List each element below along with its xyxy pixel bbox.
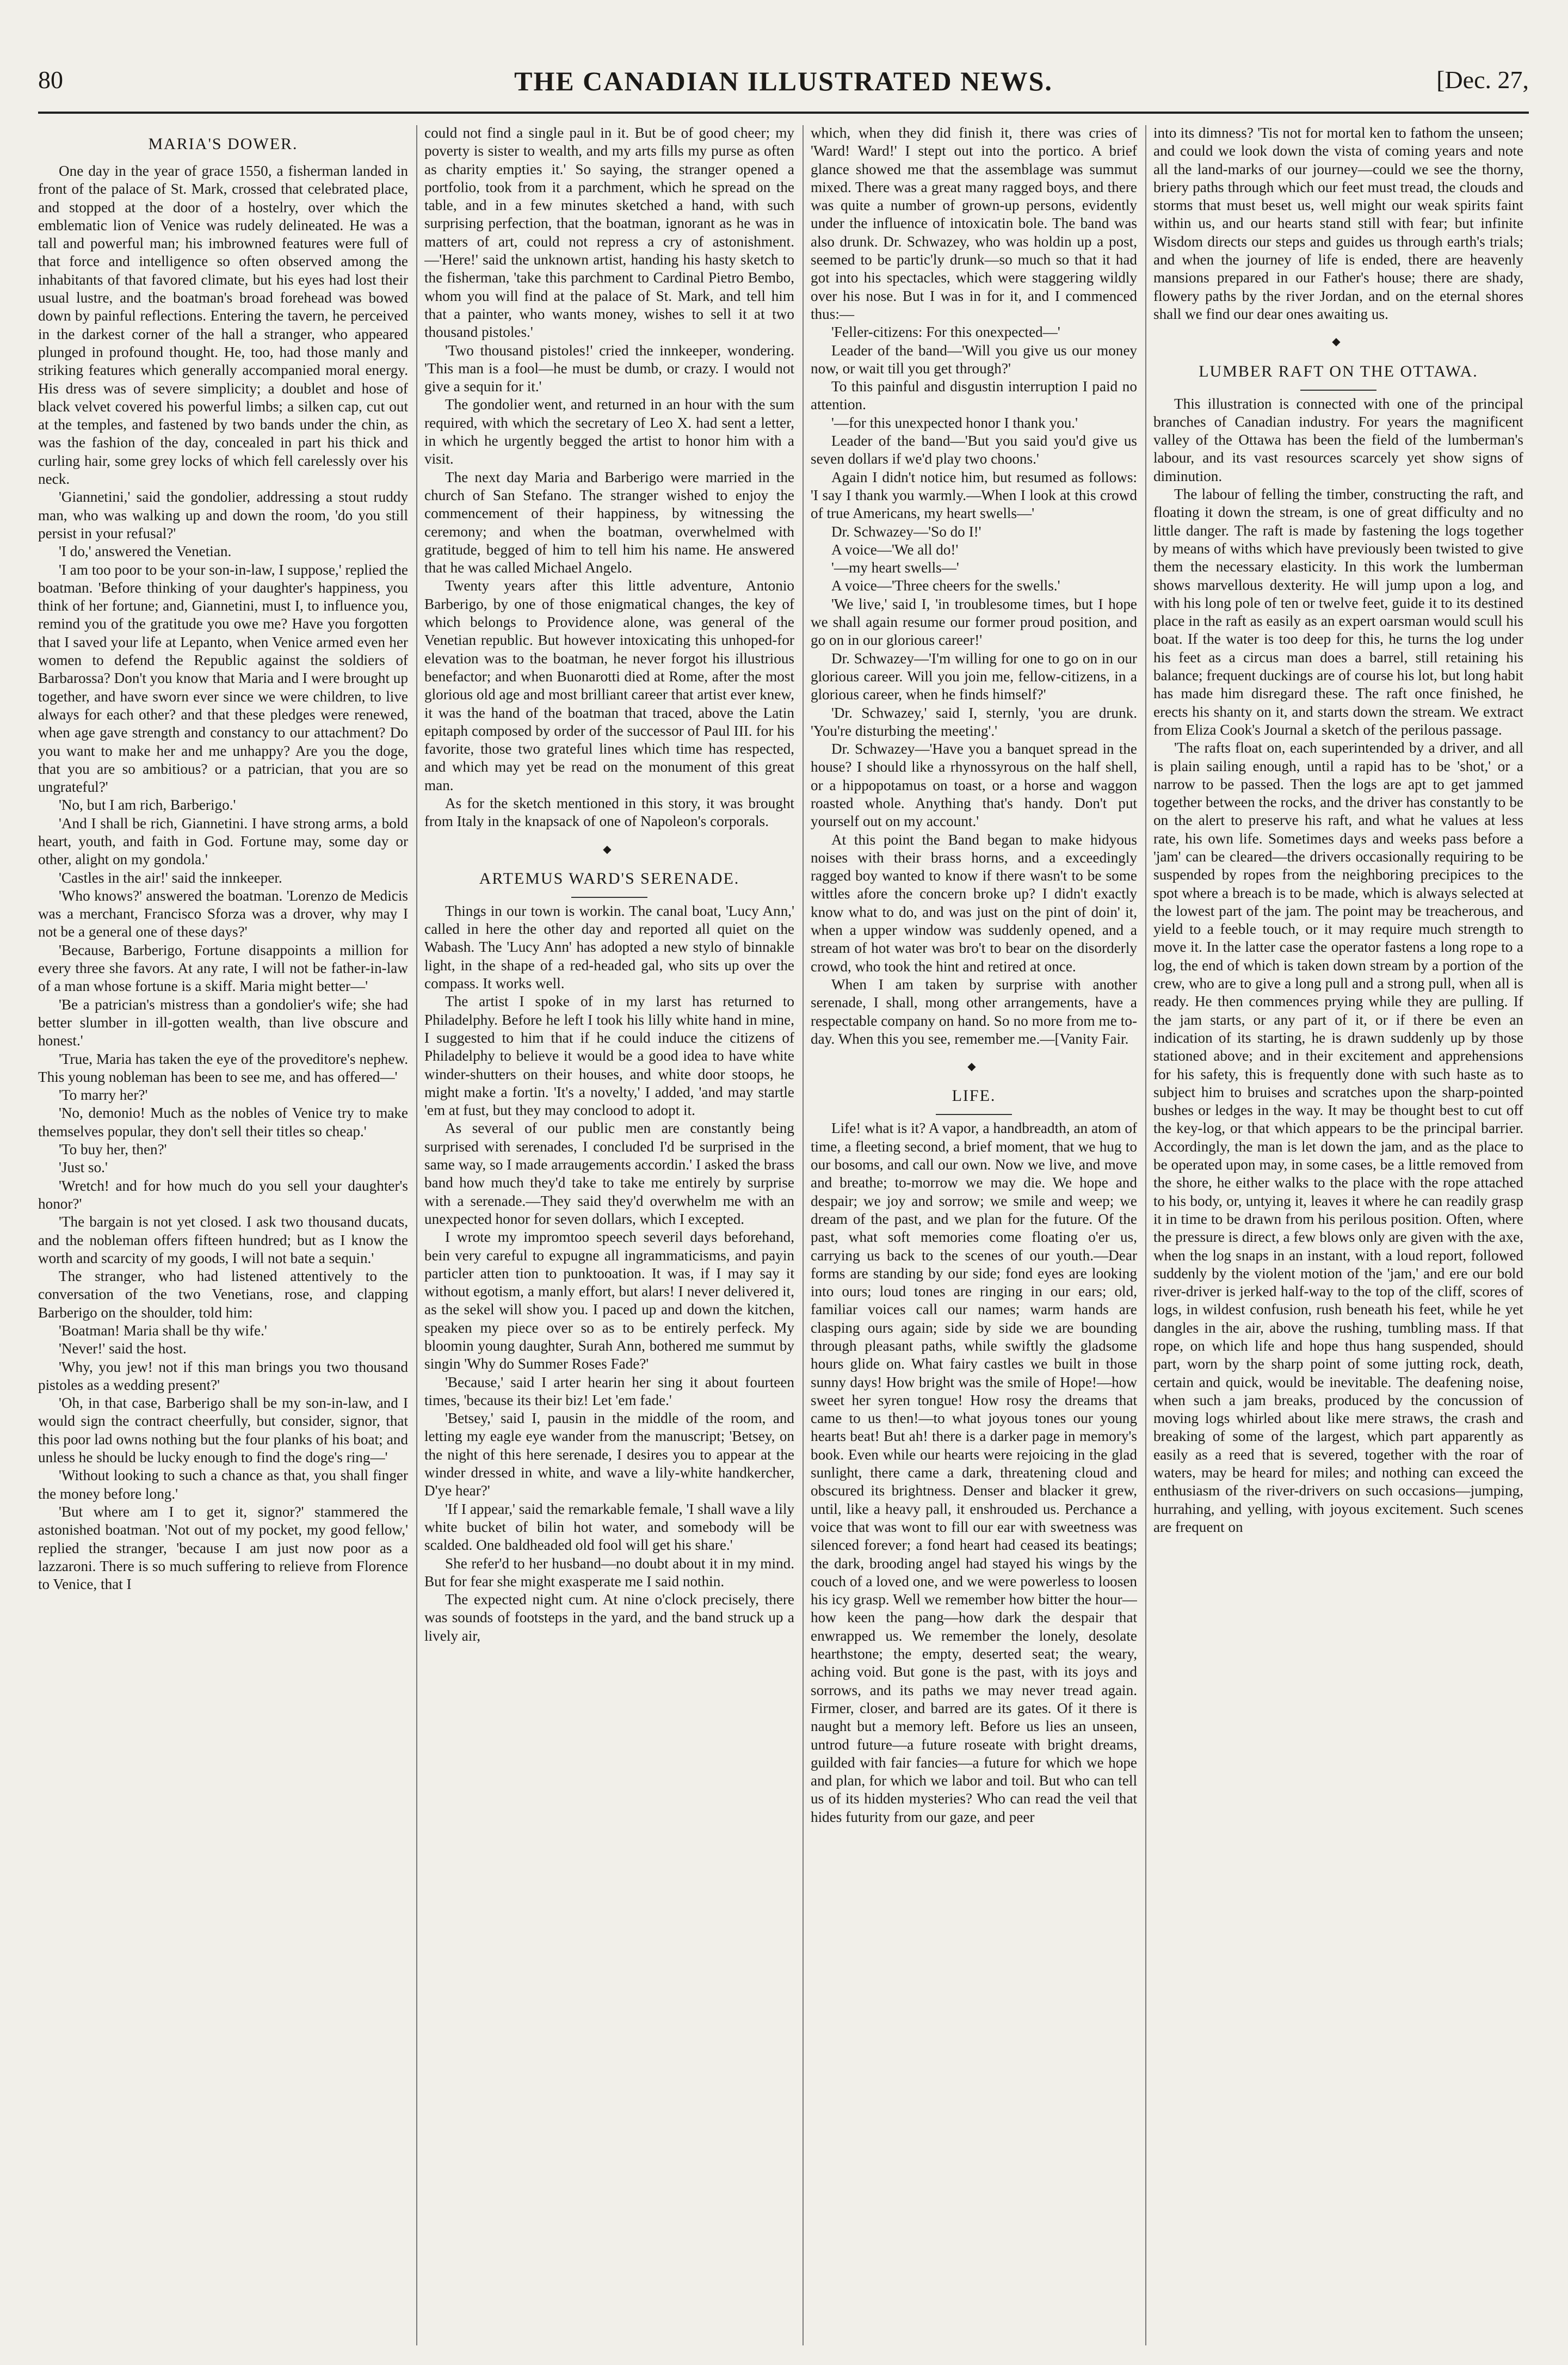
paragraph: Again I didn't notice him, but resumed as follows: 'I say I thank you warmly.—When I look at this crowd of true Americans, my heart swells—' bbox=[811, 469, 1137, 522]
page-number: 80 bbox=[38, 66, 63, 94]
paragraph: 'Just so.' bbox=[59, 1159, 108, 1176]
article-title-artemus-ward: ARTEMUS WARD'S SERENADE. bbox=[479, 869, 740, 888]
column-2 bbox=[424, 124, 794, 2344]
masthead: THE CANADIAN ILLUSTRATED NEWS. bbox=[514, 66, 1053, 96]
paragraph: 'Feller-citizens: For this onexpected—' bbox=[831, 324, 1060, 341]
paragraph: 'But where am I to get it, signor?' stammered the astonished boatman. 'Not out of my pocket, my good fellow,' replied the stranger, 'because I am just now poor as a lazzaroni. There is so much suffering to relieve from Florence to Venice, that I bbox=[38, 1503, 408, 1593]
paragraph: Dr. Schwazey—'So do I!' bbox=[831, 523, 981, 540]
paragraph: 'Two thousand pistoles!' cried the innkeeper, wondering. 'This man is a fool—he must be dumb, or crazy. I would not give a sequin for it.' bbox=[424, 342, 794, 395]
paragraph: 'I do,' answered the Venetian. bbox=[59, 543, 232, 560]
paragraph: The labour of felling the timber, constructing the raft, and floating it down the stream, is one of great difficulty and no little danger. The raft is made by fastening the logs together by means of withs which have previously been twisted to give them the necessary elasticity. In this work the lumberman shows marvellous dexterity. He will jump upon a log, and with his long pole of ten or twelve feet, guide it to its destined place in the raft as easily as an expert oarsman would scull his boat. If the water is too deep for this, he turns the log under his feet as a circus man does a barrel, still retaining his balance; frequent duckings are of course his lot, but long habit has made him disregard these. The raft once finished, he erects his shanty on it, and starts down the stream. We extract from Eliza Cook's Journal a sketch of the perilous passage. bbox=[1153, 486, 1523, 738]
paragraph: Twenty years after this little adventure, Antonio Barberigo, by one of those enigmatical changes, the key of which belongs to Providence alone, was general of the Venetian republic. But however intoxicating this unhoped-for elevation was to the boatman, he never forgot his illustrious benefactor; and when Buonarotti died at Rome, after the most glorious old age and most brilliant career that artist ever knew, it was the hand of the boatman that traced, above the Latin epitaph composed by order of the successor of Paul III. for his favorite, those two grateful lines which time has respected, and which may yet be read on the monument of this great man. bbox=[424, 577, 794, 793]
paragraph: 'The rafts float on, each superintended by a driver, and all is plain sailing enough, until a rapid has to be 'shot,' or a narrow to be passed. Then the logs are apt to get jammed together between the rocks, and the driver has constantly to be on the alert to preserve his raft, and what he values at less rate, his own life. Sometimes days and weeks pass before a 'jam' can be cleared—the drivers occasionally requiring to be suspended by ropes from the neighboring precipices to the spot where a breach is to be made, which is always selected at the lowest part of the jam. The point may be treacherous, and yield to a feeble touch, or it may require much strength to move it. In the latter case the operator fastens a long rope to a log, the end of which is taken down stream by a portion of the crew, who are to give a long pull and a strong pull, when all is ready. He then commences prying while they are pulling. If the jam starts, or any part of it, or if there be even an indication of its starting, he is drawn suddenly up by those stationed above; and in their excitement and apprehensions for his safety, this is frequently done with such haste as to subject him to bruises and scratches upon the sharp-pointed bushes or ledges in the way. It may be thought best to cut off the key-log, or that which appears to be the principal barrier. Accordingly, the man is let down the jam, and as the place to be operated upon may, in some cases, be a little removed from the shore, he either walks to the place with the rope attached to his body, or, untying it, leaves it where he can readily grasp it in time to be drawn from his perilous position. Often, where the pressure is direct, a few blows only are given with the axe, when the log snaps in an instant, with a loud report, followed suddenly by the violent motion of the 'jam,' and ere our bold river-driver is jerked half-way to the top of the cliff, scores of logs, in wildest confusion, rush beneath his feet, while he yet dangles in the air, above the rushing, tumbling mass. If that rope, on which life and hope thus hang suspended, should part, worn by the sharp point of some jutting rock, death, certain and quick, would be inevitable. The deafening noise, when such a jam breaks, produced by the concussion of moving logs whirled about like mere straws, the crash and breaking of some of the largest, which part apparently as easily as a reed that is severed, together with the roar of waters, may be heard for miles; and nothing can exceed the enthusiasm of the river-drivers on such occasions—jumping, hurrahing, and yelling, with joyous excitement. Such scenes are frequent on bbox=[1153, 740, 1523, 1535]
page-header bbox=[38, 65, 1529, 109]
paragraph: The next day Maria and Barberigo were married in the church of San Stefano. The stranger wished to enjoy the commencement of their happiness, by witnessing the ceremony; and when the boatman, overwhelmed with gratitude, begged of him to tell him his name. He answered that he was called Michael Angelo. bbox=[424, 469, 794, 576]
paragraph: Dr. Schwazey—'I'm willing for one to go on in our glorious career. Will you join me, fellow-citizens, in a glorious career, when he finds himself?' bbox=[811, 650, 1137, 703]
paragraph: One day in the year of grace 1550, a fisherman landed in front of the palace of St. Mark, crossed that celebrated place, and stopped at the door of a hostelry, over which the emblematic lion of Venice was rudely delineated. He was a tall and powerful man; his imbrowned features were full of that force and intelligence so often observed among the inhabitants of that favored climate, but his eyes had lost their usual lustre, and the boatman's broad forehead was bowed down by painful reflections. Entering the tavern, he perceived in the darkest corner of the hall a stranger, who appeared plunged in profound thought. He, too, had those manly and striking features which generally accompanied moral energy. His dress was of severe simplicity; a doublet and hose of black velvet covered his powerful limbs; a silken cap, cut out at the temples, and fastened by two bands under the chin, as was the fashion of the day, concealed in part his thick and curling hair, some grey locks of which fell carelessly over his neck. bbox=[38, 163, 408, 488]
paragraph: Leader of the band—'But you said you'd give us seven dollars if we'd play two choons.' bbox=[811, 433, 1137, 467]
paragraph: 'We live,' said I, 'in troublesome times, but I hope we shall again resume our former proud position, and go on in our glorious career!' bbox=[811, 595, 1137, 649]
marias-dower-body-part1 bbox=[38, 162, 408, 1593]
paragraph: As for the sketch mentioned in this story, it was brought from Italy in the knapsack of one of Napoleon's corporals. bbox=[424, 795, 794, 830]
column-4 bbox=[1153, 124, 1523, 2344]
paragraph: 'Be a patrician's mistress than a gondolier's wife; she had better slumber in ill-gotten wealth, than live obscure and honest.' bbox=[38, 996, 408, 1049]
lumber-raft-body bbox=[1153, 395, 1523, 1537]
paragraph: Leader of the band—'Will you give us our money now, or wait till you get through?' bbox=[811, 342, 1137, 377]
issue-date: [Dec. 27, bbox=[1436, 66, 1529, 94]
marias-dower-body-part2 bbox=[424, 124, 794, 831]
life-body-continued: into its dimness? 'Tis not for mortal ken to fathom the unseen; and could we look down the vista of coming years and note all the land-marks of our journey—could we see the thorny, briery paths through which our feet must tread, the clouds and storms that must beset us, well might our weak spirits faint within us, and our hearts stand still with fear; but infinite Wisdom directs our steps and guides us through earth's trials; and when the journey of life is ended, there are heavenly mansions prepared in our Father's house; there are shady, flowery paths by the river Jordan, and on the eternal shores shall we find our dear ones awaiting us. bbox=[1153, 125, 1523, 322]
paragraph: 'Giannetini,' said the gondolier, addressing a stout ruddy man, who was walking up and down the room, 'do you still persist in your refusal?' bbox=[38, 489, 408, 541]
article-title-life: LIFE. bbox=[952, 1087, 996, 1105]
paragraph: 'No, demonio! Much as the nobles of Venice try to make themselves popular, they don't sell their titles so cheap.' bbox=[38, 1105, 408, 1140]
paragraph: 'Wretch! and for how much do you sell your daughter's honor?' bbox=[38, 1177, 408, 1212]
paragraph: 'To marry her?' bbox=[59, 1087, 148, 1104]
column-1 bbox=[38, 124, 408, 2344]
column-divider bbox=[802, 125, 804, 2345]
paragraph: The artist I spoke of in my larst has returned to Philadelphy. Before he left I took his lilly white hand in mine, I suggested to him that if he could induce the citizens of Philadelphy to believe it would be a good idea to have white winder-shutters on their houses, and white door stoops, he might make a fortin. 'It's a novelty,' I added, 'and may startle 'em at fust, but they may conclood to adopt it. bbox=[424, 993, 794, 1119]
paragraph: To this painful and disgustin interruption I paid no attention. bbox=[811, 378, 1137, 413]
paragraph: At this point the Band began to make hidyous noises with their brass horns, and a exceedingly ragged boy wanted to know if there wasn't to be some wittles afore the concern broke up? I didn't exactly know what to do, and was just on the pint of doin' it, when a upper window was suddenly opened, and a stream of hot water was bro't to bear on the disorderly crowd, who took the hint and retired at once. bbox=[811, 831, 1137, 975]
header-rule bbox=[38, 112, 1529, 114]
artemus-ward-body-part2 bbox=[811, 124, 1137, 1048]
column-divider bbox=[1145, 125, 1146, 2345]
paragraph: Dr. Schwazey—'Have you a banquet spread in the house? I should like a rhynossyrous on the half shell, or a hippopotamus on toast, or a horse and waggon roasted whole. Anything that's handy. Don't put yourself out on my account.' bbox=[811, 741, 1137, 830]
paragraph: 'I am too poor to be your son-in-law, I suppose,' replied the boatman. 'Before thinking of your daughter's happiness, you think of her fortune; and, Giannetini, must I, to influence you, remind you of the gratitude you owe me? Have you forgotten that I saved your life at Lepanto, when Venice armed even her women to defend the Republic against the soldiers of Barbarossa? Don't you know that Maria and I were brought up together, and have sworn ever since we were children, to live always for each other? and that these pledges were renewed, when age gave strength and constancy to our attachment? Do you want to make her and me unhappy? Are you the doge, that you are so ambitious? or a patrician, that you are so ungrateful?' bbox=[38, 561, 408, 796]
article-title-lumber-raft: LUMBER RAFT ON THE OTTAWA. bbox=[1199, 362, 1478, 380]
title-rule bbox=[1300, 390, 1376, 391]
paragraph: which, when they did finish it, there was cries of 'Ward! Ward!' I stept out into the portico. A brief glance showed me that the assemblage was summut mixed. There was a great many ragged boys, and there was quite a number of grown-up persons, evidently under the influence of intoxicatin bole. The band was also drunk. Dr. Schwazey, who was holdin up a post, seemed to be partic'ly drunk—so much so that it had got into his spectacles, which were staggering wildly over his nose. But I was in for it, and I commenced thus:— bbox=[811, 125, 1137, 322]
artemus-ward-body-part1 bbox=[424, 902, 794, 1645]
paragraph: 'Castles in the air!' said the innkeeper. bbox=[59, 869, 282, 886]
title-rule bbox=[571, 897, 647, 898]
section-ornament: ◆ bbox=[603, 843, 616, 855]
paragraph: The gondolier went, and returned in an hour with the sum required, with which the secretary of Leo X. had sent a letter, in which he urgently begged the artist to honor him with a visit. bbox=[424, 396, 794, 467]
paragraph: A voice—'We all do!' bbox=[831, 541, 959, 558]
paragraph: 'The bargain is not yet closed. I ask two thousand ducats, and the nobleman offers fifteen hundred; but as I know the worth and scarcity of my goods, I will not bate a sequin.' bbox=[38, 1214, 408, 1266]
paragraph: 'Without looking to such a chance as that, you shall finger the money before long.' bbox=[38, 1467, 408, 1502]
paragraph: This illustration is connected with one of the principal branches of Canadian industry. For years the magnificent valley of the Ottawa has been the field of the lumberman's labour, and its vast resources scarcely yet show signs of diminution. bbox=[1153, 395, 1523, 484]
paragraph: 'To buy her, then?' bbox=[59, 1141, 167, 1158]
paragraph: She refer'd to her husband—no doubt about it in my mind. But for fear she might exasperate me I said nothin. bbox=[424, 1555, 794, 1590]
paragraph: 'If I appear,' said the remarkable female, 'I shall wave a lily white bucket of bilin hot water, and somebody will be scalded. One baldheaded old fool will get his share.' bbox=[424, 1500, 794, 1554]
article-title-marias-dower: MARIA'S DOWER. bbox=[148, 135, 298, 153]
section-ornament: ◆ bbox=[967, 1061, 980, 1073]
paragraph: 'Never!' said the host. bbox=[59, 1340, 187, 1357]
paragraph: 'True, Maria has taken the eye of the proveditore's nephew. This young nobleman has been to see me, and has offered—' bbox=[38, 1050, 408, 1085]
paragraph: 'Oh, in that case, Barberigo shall be my son-in-law, and I would sign the contract cheerfully, but consider, signor, that this poor lad owns nothing but the four planks of his boat; and unless he should be lucky enough to find the doge's ring—' bbox=[38, 1395, 408, 1466]
paragraph: 'Why, you jew! not if this man brings you two thousand pistoles as a wedding present?' bbox=[38, 1358, 408, 1393]
section-ornament: ◆ bbox=[1332, 336, 1345, 348]
paragraph: '—for this unexpected honor I thank you.' bbox=[831, 414, 1078, 431]
life-body bbox=[811, 1119, 1137, 1826]
paragraph: 'Who knows?' answered the boatman. 'Lorenzo de Medicis was a merchant, Francisco Sforza was a drover, why may I not be a general one of these days?' bbox=[38, 887, 408, 940]
paragraph: 'Because,' said I arter hearin her sing it about fourteen times, 'because its their biz! Let 'em fade.' bbox=[424, 1374, 794, 1408]
column-divider bbox=[416, 125, 417, 2345]
paragraph: Life! what is it? A vapor, a handbreadth, an atom of time, a fleeting second, a brief moment, that we hug to our bosoms, and call our own. Now we live, and move and breathe; to-morrow we may die. We hope and despair; we joy and sorrow; we smile and weep; we dream of the past, and we plan for the future. Of the past, what soft memories come floating o'er us, carrying us back to the scenes of our youth.—Dear forms are standing by our side; fond eyes are looking into ours; loud tones are ringing in our ears; old, familiar voices call our names; warm hands are clasping ours again; side by side we are bounding through pleasant paths, while swiftly the gladsome hours glide on. What fairy castles we built in those sunny days! How bright was the smile of Hope!—how sweet her syren tongue! How rosy the dreams that came to us then!—to what joyous tones our young hearts beat! But ah! there is a darker page in memory's book. Even while our hearts were rejoicing in the glad sunlight, there came a dark, threatening cloud and obscured its brightness. Denser and blacker it grew, until, like a heavy pall, it enshrouded us. Perchance a voice that was wont to fill our ear with sweetness was silenced forever; a fond heart had ceased its beatings; the dark, brooding angel had stayed his wings by the couch of a loved one, and we were powerless to loosen his icy grasp. Well we remember how bitter the hour—how keen the pang—how dark the despair that enwrapped us. We remember the lonely, desolate hearthstone; the empty, deserted seat; the weary, aching void. But gone is the past, with its joys and sorrows, and its paths we may never tread again. Firmer, closer, and barred are its gates. Of it there is naught but a memory left. Before us lies an unseen, untrod future—a future roseate with bright dreams, guilded with fair fancies—a future for which we hope and plan, for which we labor and toil. But who can tell us of its hidden mysteries? Who can read the veil that hides futurity from our gaze, and peer bbox=[811, 1120, 1137, 1825]
paragraph: '—my heart swells—' bbox=[831, 559, 959, 576]
paragraph: 'Dr. Schwazey,' said I, sternly, 'you are drunk. 'You're disturbing the meeting'.' bbox=[811, 704, 1137, 739]
paragraph: I wrote my impromtoo speech severil days beforehand, bein very careful to expugne all ingrammaticisms, and payin particler atten tion to punktooation. It was, if I may say it without egotism, a manly effort, but alars! I never delivered it, as the sekel will show you. I paced up and down the kitchen, speaken my piece over so as to be entirely perfeck. My bloomin young daughter, Surah Ann, bothered me summut by singin 'Why do Summer Roses Fade?' bbox=[424, 1229, 794, 1372]
paragraph: As several of our public men are constantly being surprised with serenades, I concluded I'd be surprised in the same way, so I made arraugements accordin.' I asked the brass band how much they'd take to take me entirely by surprise with a serenade.—They said they'd overwhelm me with an unexpected honor for seven dollars, which I excepted. bbox=[424, 1120, 794, 1227]
paragraph: A voice—'Three cheers for the swells.' bbox=[831, 577, 1060, 594]
title-rule bbox=[936, 1114, 1012, 1115]
paragraph: The expected night cum. At nine o'clock precisely, there was sounds of footsteps in the yard, and the band struck up a lively air, bbox=[424, 1591, 794, 1644]
paragraph: 'No, but I am rich, Barberigo.' bbox=[59, 797, 236, 814]
paragraph: 'Betsey,' said I, pausin in the middle of the room, and letting my eagle eye wander from the manuscript; 'Betsey, on the night of this here serenade, I desires you to appear at the winder dressed in white, and wave a lily-white handkercher, D'ye hear?' bbox=[424, 1410, 794, 1499]
paragraph: The stranger, who had listened attentively to the conversation of the two Venetians, rose, and clapping Barberigo on the shoulder, told him: bbox=[38, 1268, 408, 1321]
paragraph: 'And I shall be rich, Giannetini. I have strong arms, a bold heart, youth, and faith in God. Fortune may, some day or other, alight on my gondola.' bbox=[38, 815, 408, 868]
paragraph: When I am taken by surprise with another serenade, I shall, mong other arrangements, have a respectable company on hand. So no more from me to-day. When this you see, remember me.—[Vanity Fair. bbox=[811, 976, 1137, 1047]
paragraph: could not find a single paul in it. But be of good cheer; my poverty is sister to wealth, and my arts fills my purse as often as charity empties it.' So saying, the stranger opened a portfolio, took from it a parchment, which he spread on the table, and in a few minutes sketched a hand, with such surprising perfection, that the boatman, ignorant as he was in matters of art, could not repress a cry of astonishment.—'Here!' said the unknown artist, handing his hasty sketch to the fisherman, 'take this parchment to Cardinal Pietro Bembo, whom you will find at the palace of St. Mark, and tell him that a painter, who wants money, wishes to sell it at two thousand pistoles.' bbox=[424, 125, 794, 341]
paragraph: Things in our town is workin. The canal boat, 'Lucy Ann,' called in here the other day and reported all quiet on the Wabash. The 'Lucy Ann' has adopted a new stylo of binnakle light, in the shape of a red-headed gal, who sits up over the compass. It works well. bbox=[424, 902, 794, 992]
paragraph: 'Because, Barberigo, Fortune disappoints a million for every three she favors. At any rate, I will not be father-in-law of a man whose fortune is a skiff. Maria might better—' bbox=[38, 941, 408, 995]
column-3 bbox=[811, 124, 1137, 2344]
paragraph: 'Boatman! Maria shall be thy wife.' bbox=[59, 1322, 267, 1339]
